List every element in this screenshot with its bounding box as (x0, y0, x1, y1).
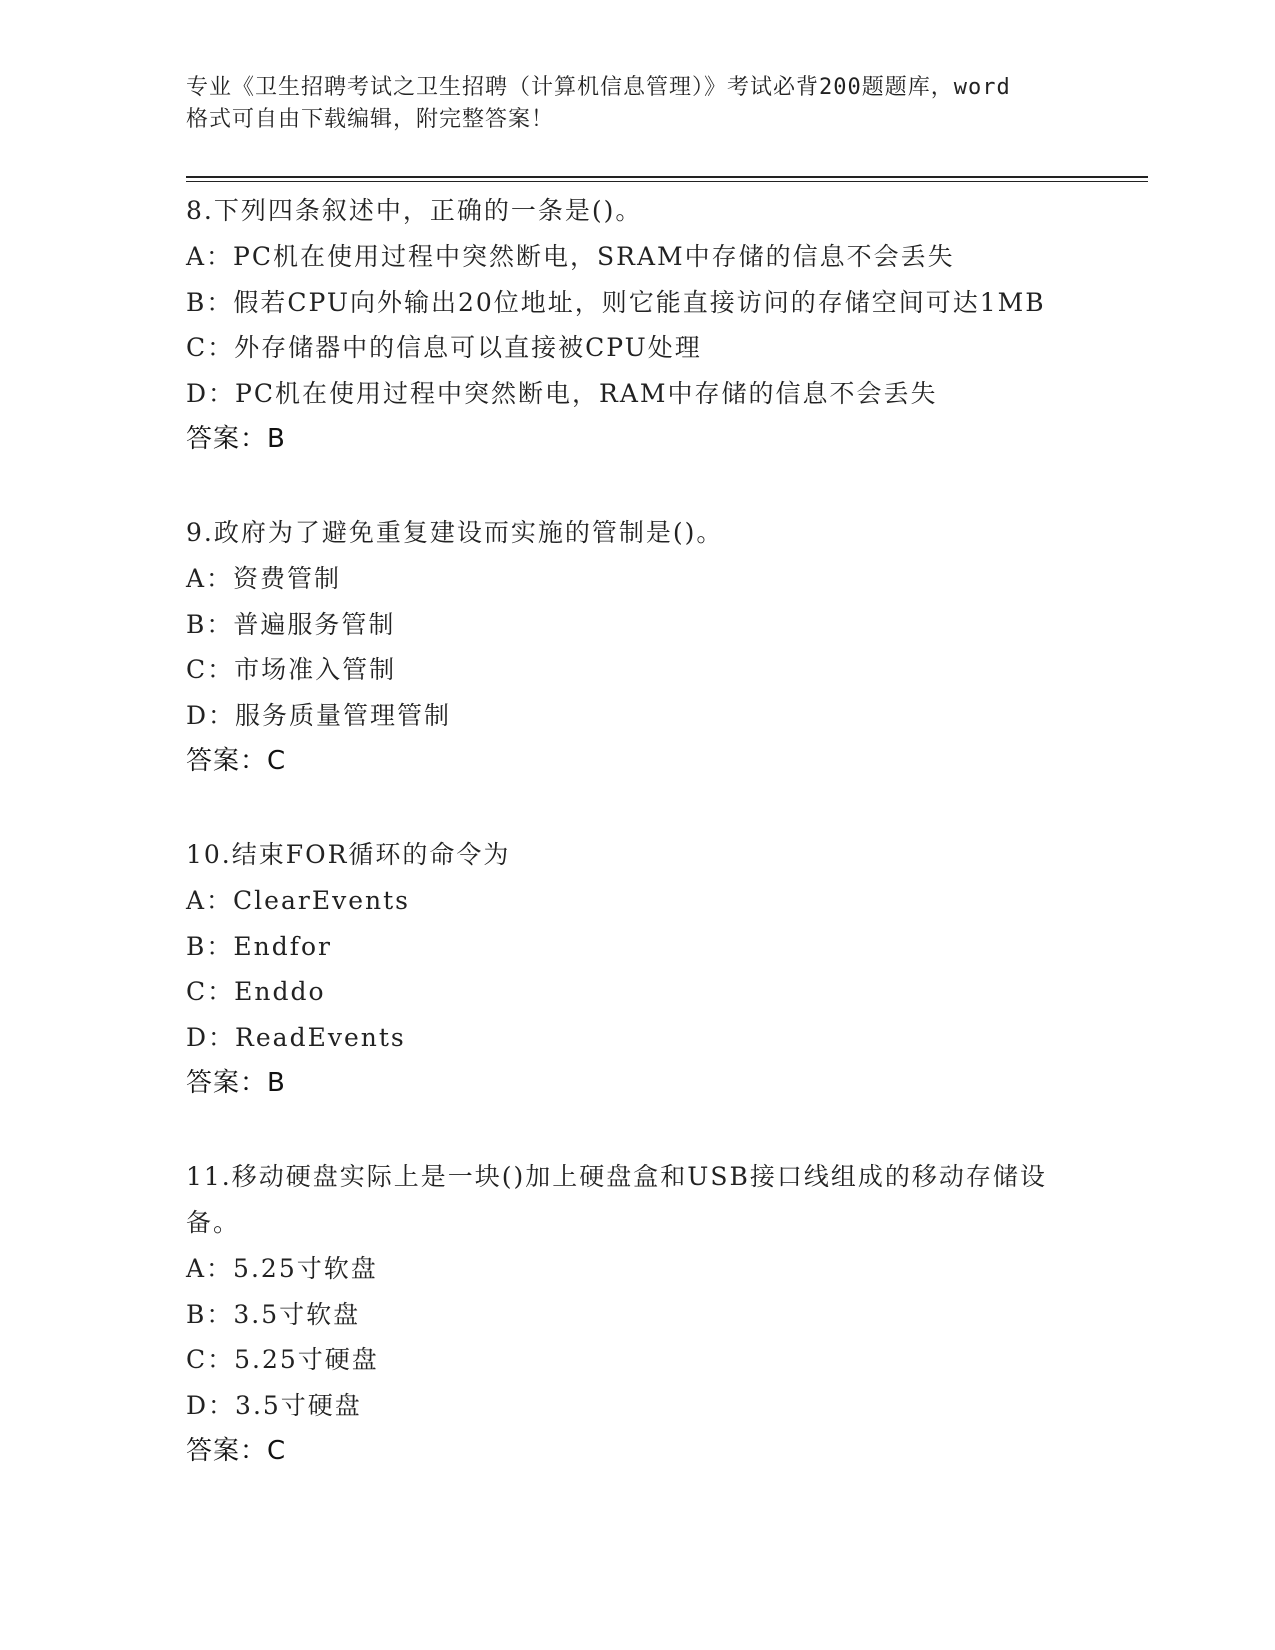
header-divider (186, 176, 1148, 178)
option-d: D：ReadEvents (186, 1022, 406, 1052)
answer-label: 答案：B (186, 424, 286, 454)
document-header (186, 72, 1086, 136)
header-divider-thin (186, 181, 1148, 182)
option-c: C：5.25寸硬盘 (186, 1345, 379, 1374)
question-item (186, 510, 1086, 784)
question-item (186, 1154, 1086, 1474)
header-line-1: 专业《卫生招聘考试之卫生招聘（计算机信息管理）》考试必背200题题库，word (186, 75, 1011, 100)
header-line-2: 格式可自由下载编辑，附完整答案！ (186, 107, 555, 132)
option-d: D：PC机在使用过程中突然断电，RAM中存储的信息不会丢失 (186, 378, 938, 408)
option-b: B：3.5寸软盘 (186, 1299, 361, 1329)
option-a: A：PC机在使用过程中突然断电，SRAM中存储的信息不会丢失 (186, 242, 955, 271)
question-title: 8.下列四条叙述中，正确的一条是()。 (186, 196, 643, 225)
option-c: C：市场准入管制 (186, 655, 397, 684)
option-a: A：5.25寸软盘 (186, 1254, 378, 1283)
option-b: B：Endfor (186, 931, 332, 961)
answer-label: 答案：C (186, 1436, 287, 1466)
question-title: 9.政府为了避免重复建设而实施的管制是()。 (186, 518, 724, 547)
answer-label: 答案：C (186, 746, 287, 776)
option-b: B：普遍服务管制 (186, 609, 396, 639)
question-title: 10.结束FOR循环的命令为 (186, 840, 511, 869)
question-title: 11.移动硬盘实际上是一块()加上硬盘盒和USB接口线组成的移动存储设备。 (186, 1162, 1047, 1237)
question-item (186, 832, 1086, 1106)
option-c: C：外存储器中的信息可以直接被CPU处理 (186, 333, 702, 362)
option-c: C：Enddo (186, 977, 326, 1006)
option-d: D：服务质量管理管制 (186, 700, 452, 730)
option-d: D：3.5寸硬盘 (186, 1390, 362, 1420)
option-a: A：ClearEvents (186, 886, 410, 915)
question-item (186, 188, 1086, 462)
answer-label: 答案：B (186, 1068, 286, 1098)
option-a: A：资费管制 (186, 564, 342, 593)
question-list (186, 188, 1086, 1522)
option-b: B：假若CPU向外输出20位地址，则它能直接访问的存储空间可达1MB (186, 287, 1046, 317)
